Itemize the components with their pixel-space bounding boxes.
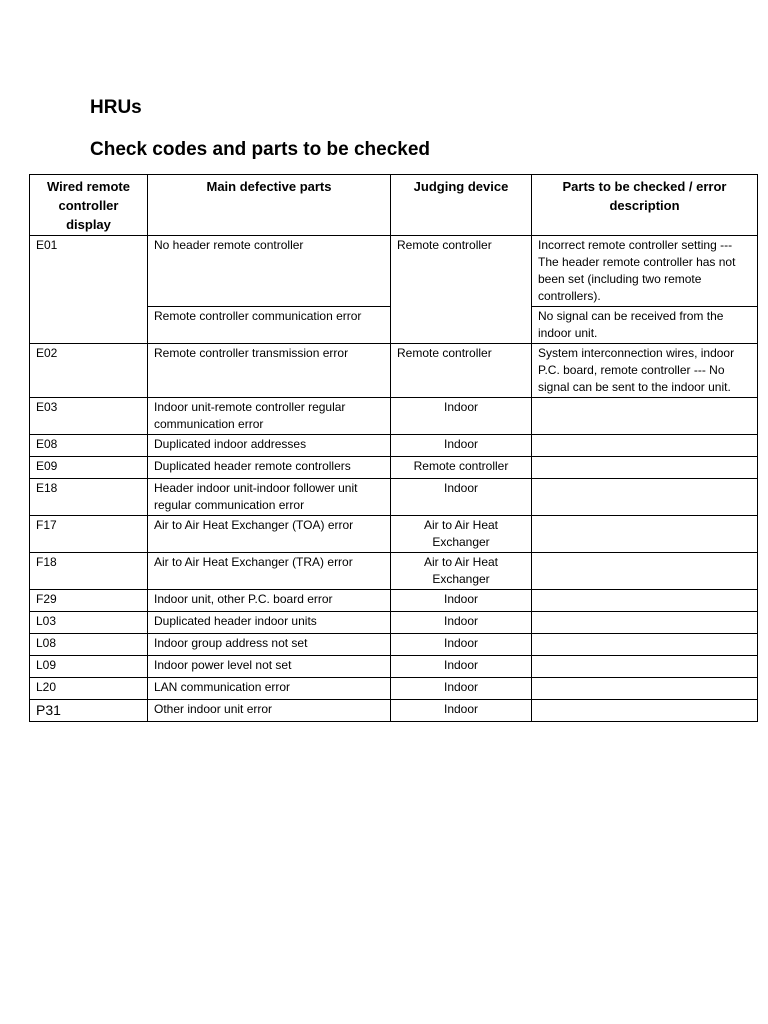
device-cell: Remote controller bbox=[391, 236, 532, 344]
table-row bbox=[30, 634, 758, 656]
code-cell: F17 bbox=[30, 516, 148, 553]
desc-cell bbox=[532, 678, 758, 700]
part-cell: Duplicated indoor addresses bbox=[148, 435, 391, 457]
desc-cell bbox=[532, 553, 758, 590]
device-cell: Indoor bbox=[391, 398, 532, 435]
desc-cell: Incorrect remote controller setting --- The header remote controller has not been set (including two remote controllers). bbox=[532, 236, 758, 307]
code-cell: L09 bbox=[30, 656, 148, 678]
desc-cell bbox=[532, 457, 758, 479]
code-cell: E18 bbox=[30, 479, 148, 516]
part-cell: Header indoor unit-indoor follower unit regular communication error bbox=[148, 479, 391, 516]
part-cell: Duplicated header remote controllers bbox=[148, 457, 391, 479]
part-cell: Indoor unit, other P.C. board error bbox=[148, 590, 391, 612]
device-cell: Remote controller bbox=[391, 344, 532, 398]
device-cell: Indoor bbox=[391, 678, 532, 700]
code-cell: L20 bbox=[30, 678, 148, 700]
part-cell: Air to Air Heat Exchanger (TRA) error bbox=[148, 553, 391, 590]
desc-cell bbox=[532, 435, 758, 457]
desc-cell bbox=[532, 398, 758, 435]
table-row bbox=[30, 457, 758, 479]
part-cell: Indoor group address not set bbox=[148, 634, 391, 656]
table-row bbox=[30, 479, 758, 516]
table-row bbox=[30, 590, 758, 612]
code-cell: F18 bbox=[30, 553, 148, 590]
part-cell: LAN communication error bbox=[148, 678, 391, 700]
code-cell: E02 bbox=[30, 344, 148, 398]
document-title: HRUs bbox=[90, 97, 142, 118]
table-header-row bbox=[30, 175, 758, 236]
part-cell: Indoor unit-remote controller regular communication error bbox=[148, 398, 391, 435]
code-cell: L03 bbox=[30, 612, 148, 634]
device-cell: Indoor bbox=[391, 612, 532, 634]
device-cell: Indoor bbox=[391, 634, 532, 656]
desc-cell bbox=[532, 590, 758, 612]
header-parts-to-check: Parts to be checked / error description bbox=[532, 175, 758, 236]
table-row bbox=[30, 700, 758, 722]
part-cell: No header remote controller bbox=[148, 236, 391, 307]
code-cell: L08 bbox=[30, 634, 148, 656]
table-row bbox=[30, 344, 758, 398]
device-cell: Air to Air Heat Exchanger bbox=[391, 553, 532, 590]
desc-cell bbox=[532, 612, 758, 634]
table-row bbox=[30, 678, 758, 700]
device-cell: Indoor bbox=[391, 656, 532, 678]
desc-cell bbox=[532, 656, 758, 678]
part-cell: Other indoor unit error bbox=[148, 700, 391, 722]
table-row bbox=[30, 553, 758, 590]
device-cell: Remote controller bbox=[391, 457, 532, 479]
check-codes-table bbox=[29, 174, 758, 722]
part-cell: Remote controller transmission error bbox=[148, 344, 391, 398]
part-cell: Indoor power level not set bbox=[148, 656, 391, 678]
desc-cell bbox=[532, 516, 758, 553]
document-subtitle: Check codes and parts to be checked bbox=[90, 139, 431, 160]
device-cell: Indoor bbox=[391, 590, 532, 612]
device-cell: Indoor bbox=[391, 435, 532, 457]
table-row bbox=[30, 656, 758, 678]
device-cell: Indoor bbox=[391, 700, 532, 722]
device-cell: Indoor bbox=[391, 479, 532, 516]
code-cell: E03 bbox=[30, 398, 148, 435]
part-cell: Duplicated header indoor units bbox=[148, 612, 391, 634]
device-cell: Air to Air Heat Exchanger bbox=[391, 516, 532, 553]
code-cell: F29 bbox=[30, 590, 148, 612]
table-row bbox=[30, 236, 758, 307]
table-row bbox=[30, 398, 758, 435]
table-row bbox=[30, 435, 758, 457]
part-cell: Air to Air Heat Exchanger (TOA) error bbox=[148, 516, 391, 553]
desc-cell: System interconnection wires, indoor P.C. board, remote controller --- No signal can be sent to the indoor unit. bbox=[532, 344, 758, 398]
header-display: Wired remote controller display bbox=[30, 175, 148, 236]
code-cell: E09 bbox=[30, 457, 148, 479]
code-cell: E01 bbox=[30, 236, 148, 344]
table-row bbox=[30, 612, 758, 634]
code-cell: E08 bbox=[30, 435, 148, 457]
table-row bbox=[30, 516, 758, 553]
desc-cell: No signal can be received from the indoor unit. bbox=[532, 307, 758, 344]
desc-cell bbox=[532, 479, 758, 516]
part-cell: Remote controller communication error bbox=[148, 307, 391, 344]
desc-cell bbox=[532, 700, 758, 722]
header-defective-parts: Main defective parts bbox=[148, 175, 391, 236]
code-cell: P31 bbox=[30, 700, 148, 722]
desc-cell bbox=[532, 634, 758, 656]
header-judging-device: Judging device bbox=[391, 175, 532, 236]
